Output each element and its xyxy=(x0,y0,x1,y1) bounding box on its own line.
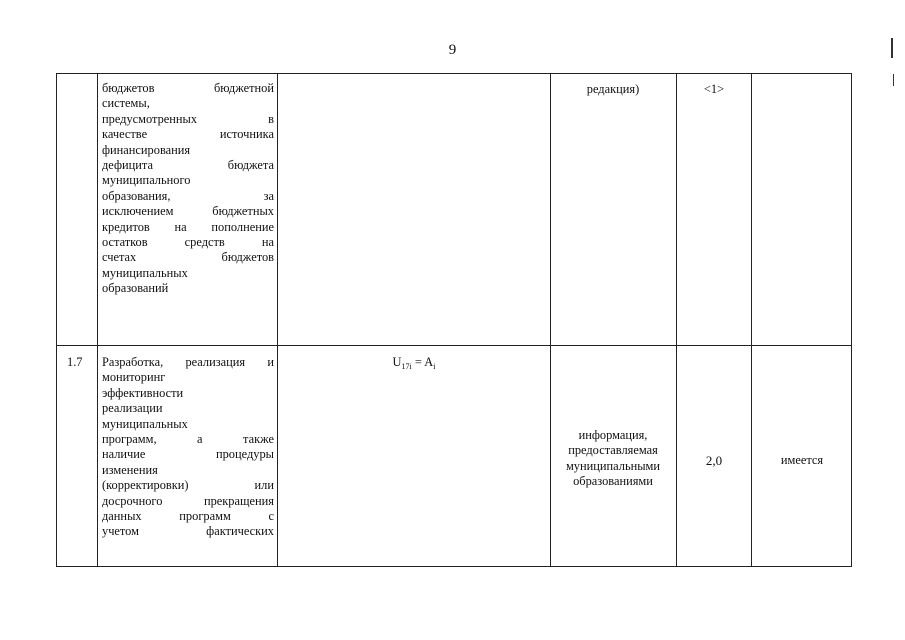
row-2-weight: 2,0 xyxy=(705,453,723,468)
row-divider xyxy=(57,345,851,346)
row-1-weight: <1> xyxy=(703,82,725,96)
row-2-formula: $U_{17i} = A_i$ xyxy=(392,355,436,371)
scan-mark xyxy=(891,38,893,58)
column-divider xyxy=(97,74,98,566)
row-2-description: Разработка, реализация и мониторинг эффективности реализации муниципальных программ, а также наличие процедуры изменения (корректировки) или досрочного прекращения данных программ с учетом фактических xyxy=(102,355,274,539)
scan-mark xyxy=(893,74,894,86)
column-divider xyxy=(751,74,752,566)
column-divider xyxy=(550,74,551,566)
row-1-description: бюджетов бюджетной системы, предусмотренных в качестве источника финансирования дефицита бюджета муниципального образования, за исключением бюджетных кредитов на пополнение остатков средств на счетах бюджетов муниципальных образований xyxy=(102,81,274,296)
row-2-source: информация, предоставляемая муниципальными образованиями xyxy=(565,428,661,489)
row-2-status: имеется xyxy=(780,453,824,467)
column-divider xyxy=(277,74,278,566)
criteria-table xyxy=(56,73,852,567)
row-1-source: редакция) xyxy=(586,82,640,96)
column-divider xyxy=(676,74,677,566)
row-2-number: 1.7 xyxy=(67,355,83,369)
page-number: 9 xyxy=(448,42,457,58)
